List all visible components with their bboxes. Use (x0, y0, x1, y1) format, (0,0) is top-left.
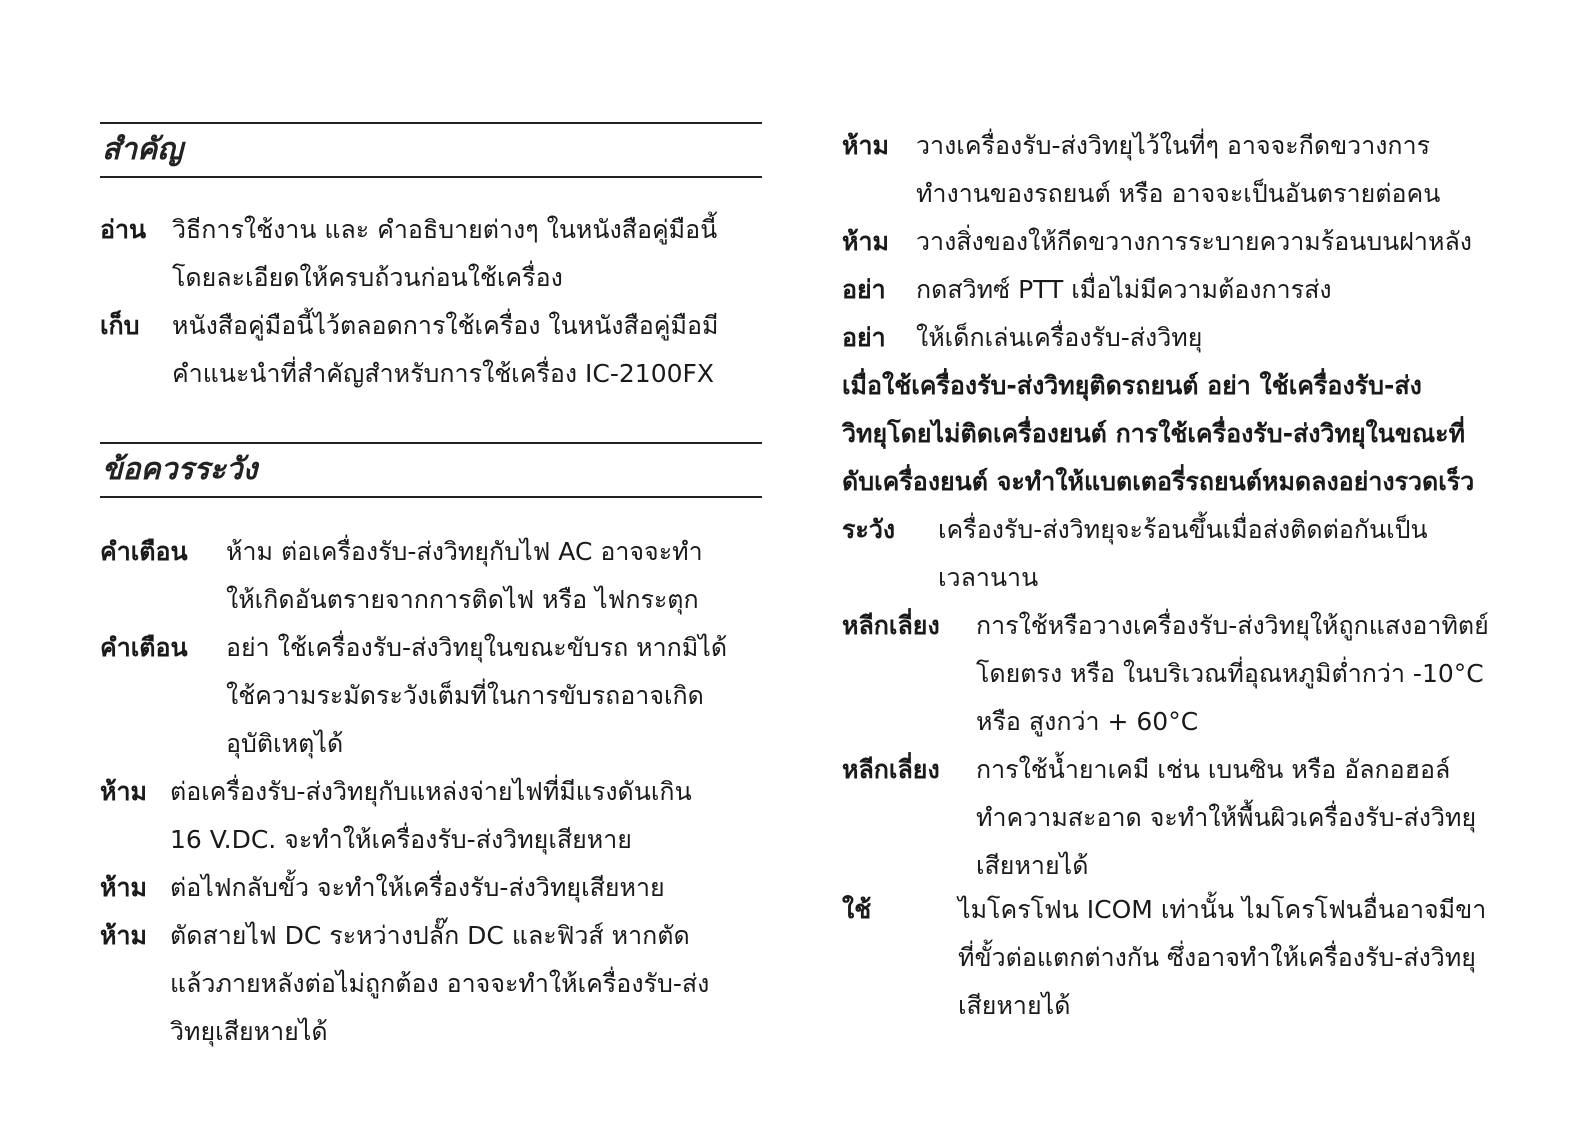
caution-item (100, 624, 762, 768)
caution-item (842, 314, 1510, 362)
entry-line: ตัดสายไฟ DC ระหว่างปลั๊ก DC และฟิวส์ หากตัด (170, 921, 690, 950)
entry-line: อย่า ใช้เครื่องรับ-ส่งวิทยุในขณะขับรถ หากมิได้ (226, 633, 728, 662)
entry-body (916, 122, 1510, 218)
caution-item (100, 864, 762, 912)
car-use-paragraph (842, 362, 1510, 506)
entry-body (958, 886, 1510, 1030)
entry-line: วิทยุเสียหายได้ (170, 1017, 328, 1046)
entry-line: ต่อไฟกลับขั้ว จะทำให้เครื่องรับ-ส่งวิทยุเสียหาย (170, 873, 665, 902)
cautions-heading: ข้อควรระวัง (100, 442, 762, 498)
entry-body (170, 864, 762, 912)
entry-line: ทำความสะอาด จะทำให้พื้นผิวเครื่องรับ-ส่งวิทยุ (976, 803, 1477, 832)
entry-line: โดยตรง หรือ ในบริเวณที่อุณหภูมิต่ำกว่า -10°C (976, 659, 1484, 688)
entry-line: กดสวิทซ์ PTT เมื่อไม่มีความต้องการส่ง (916, 275, 1332, 304)
caution-item (842, 886, 1510, 1030)
paragraph-line: วิทยุโดยไม่ติดเครื่องยนต์ การใช้เครื่องรับ-ส่งวิทยุในขณะที่ (842, 419, 1466, 448)
entry-line: 16 V.DC. จะทำให้เครื่องรับ-ส่งวิทยุเสียหาย (170, 825, 632, 854)
entry-line: วางสิ่งของให้กีดขวางการระบายความร้อนบนฝาหลัง (916, 227, 1472, 256)
entry-label: ห้าม (100, 777, 147, 806)
entry-label: เก็บ (100, 311, 140, 340)
caution-item (100, 528, 762, 624)
entry-line: เสียหายได้ (958, 991, 1071, 1020)
entry-line: การใช้น้ำยาเคมี เช่น เบนซิน หรือ อัลกอฮอล์ (976, 755, 1451, 784)
entry-line: วางเครื่องรับ-ส่งวิทยุไว้ในที่ๆ อาจจะกีดขวางการ (916, 131, 1431, 160)
entry-label: ห้าม (100, 873, 147, 902)
entry-label: อย่า (842, 275, 886, 304)
important-item-keep (100, 302, 762, 398)
paragraph-line: เมื่อใช้เครื่องรับ-ส่งวิทยุติดรถยนต์ อย่า ใช้เครื่องรับ-ส่ง (842, 371, 1422, 400)
caution-item (842, 602, 1510, 746)
entry-line: ที่ขั้วต่อแตกต่างกัน ซึ่งอาจทำให้เครื่องรับ-ส่งวิทยุ (958, 943, 1476, 972)
caution-item (842, 122, 1510, 218)
entry-body (172, 206, 762, 302)
entry-line: ไมโครโฟน ICOM เท่านั้น ไมโครโฟนอื่นอาจมีขา (958, 895, 1487, 924)
entry-body (226, 624, 762, 768)
important-item-read (100, 206, 762, 302)
entry-body (170, 912, 762, 1056)
entry-line: คำแนะนำที่สำคัญสำหรับการใช้เครื่อง IC-2100FX (172, 359, 715, 388)
entry-line: วิธีการใช้งาน และ คำอธิบายต่างๆ ในหนังสือคู่มือนี้ (172, 215, 718, 244)
entry-body (938, 506, 1510, 602)
caution-item (100, 768, 762, 864)
important-heading: สำคัญ (100, 122, 762, 178)
entry-label: หลีกเลี่ยง (842, 755, 940, 784)
entry-line: แล้วภายหลังต่อไม่ถูกต้อง อาจจะทำให้เครื่องรับ-ส่ง (170, 969, 710, 998)
caution-item (842, 746, 1510, 890)
entry-label: ห้าม (842, 227, 889, 256)
entry-label: หลีกเลี่ยง (842, 611, 940, 640)
entry-line: ให้เด็กเล่นเครื่องรับ-ส่งวิทยุ (916, 323, 1203, 352)
entry-body (916, 218, 1510, 266)
entry-label: อ่าน (100, 215, 147, 244)
entry-line: หรือ สูงกว่า + 60°C (976, 707, 1199, 736)
entry-body (226, 528, 762, 624)
entry-body (976, 602, 1510, 746)
entry-label: ห้าม (100, 921, 147, 950)
paragraph-line: ดับเครื่องยนต์ จะทำให้แบตเตอรี่รถยนต์หมดลงอย่างรวดเร็ว (842, 467, 1475, 496)
entry-label: ใช้ (842, 895, 872, 924)
entry-line: ใช้ความระมัดระวังเต็มที่ในการขับรถอาจเกิด (226, 681, 704, 710)
entry-label: ระวัง (842, 515, 896, 544)
entry-label: อย่า (842, 323, 886, 352)
entry-line: อุบัติเหตุได้ (226, 729, 344, 758)
entry-line: ทำงานของรถยนต์ หรือ อาจจะเป็นอันตรายต่อคน (916, 179, 1441, 208)
entry-body (916, 314, 1510, 362)
caution-item (100, 912, 762, 1056)
entry-line: หนังสือคู่มือนี้ไว้ตลอดการใช้เครื่อง ในหนังสือคู่มือมี (172, 311, 719, 340)
entry-body (170, 768, 762, 864)
caution-item (842, 506, 1510, 602)
entry-line: เครื่องรับ-ส่งวิทยุจะร้อนขึ้นเมื่อส่งติดต่อกันเป็น (938, 515, 1428, 544)
entry-label: คำเตือน (100, 633, 188, 662)
entry-label: คำเตือน (100, 537, 188, 566)
entry-line: เวลานาน (938, 563, 1039, 592)
entry-body (172, 302, 762, 398)
entry-line: โดยละเอียดให้ครบถ้วนก่อนใช้เครื่อง (172, 263, 563, 292)
entry-line: ให้เกิดอันตรายจากการติดไฟ หรือ ไฟกระตุก (226, 585, 699, 614)
entry-line: ต่อเครื่องรับ-ส่งวิทยุกับแหล่งจ่ายไฟที่มีแรงดันเกิน (170, 777, 692, 806)
caution-item (842, 266, 1510, 314)
entry-line: เสียหายได้ (976, 851, 1089, 880)
entry-line: ห้าม ต่อเครื่องรับ-ส่งวิทยุกับไฟ AC อาจจะทำ (226, 537, 703, 566)
caution-item (842, 218, 1510, 266)
entry-label: ห้าม (842, 131, 889, 160)
entry-body (976, 746, 1510, 890)
entry-body (916, 266, 1510, 314)
entry-line: การใช้หรือวางเครื่องรับ-ส่งวิทยุให้ถูกแสงอาทิตย์ (976, 611, 1489, 640)
